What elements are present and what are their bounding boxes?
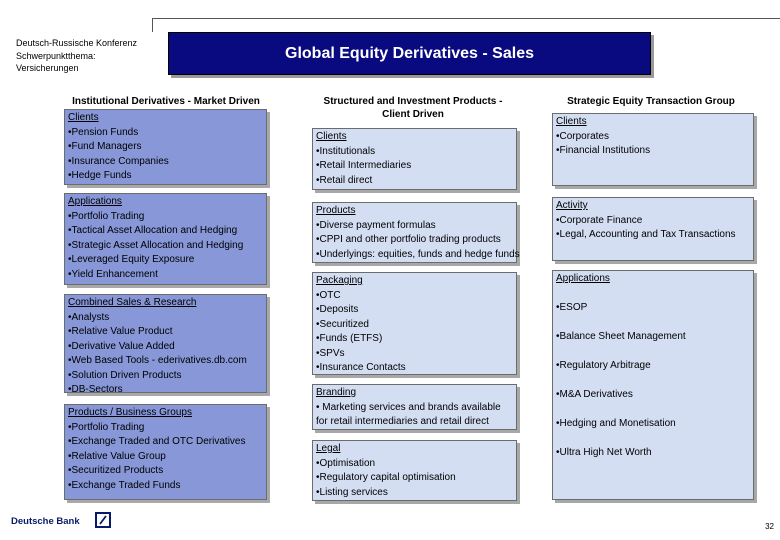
list-item: •Hedging and Monetisation bbox=[556, 418, 676, 429]
box-heading: Packaging bbox=[316, 275, 363, 286]
list-item: •Securitized Products bbox=[68, 465, 164, 476]
frame-line bbox=[152, 18, 153, 32]
list-item: for retail intermediaries and retail direct bbox=[316, 416, 489, 427]
list-item: • Marketing services and brands available bbox=[316, 401, 501, 413]
list-item: •Insurance Contacts bbox=[316, 362, 406, 373]
right-column-header: Strategic Equity Transaction Group bbox=[567, 96, 735, 107]
list-item: •Legal, Accounting and Tax Transactions bbox=[556, 229, 736, 240]
activity-box bbox=[552, 197, 754, 261]
list-item: •Strategic Asset Allocation and Hedging bbox=[68, 239, 244, 251]
list-item: •Insurance Companies bbox=[68, 155, 169, 167]
list-item: •Hedge Funds bbox=[68, 170, 132, 181]
middle-column-header bbox=[300, 95, 526, 121]
packaging-box bbox=[312, 272, 517, 375]
box-heading: Clients bbox=[68, 112, 99, 123]
list-item: •Analysts bbox=[68, 311, 110, 323]
frame-line bbox=[152, 18, 780, 19]
list-item: •Securitized bbox=[316, 318, 369, 330]
list-item: •Exchange Traded and OTC Derivatives bbox=[68, 436, 246, 447]
box-heading: Activity bbox=[556, 200, 588, 211]
box-heading: Products / Business Groups bbox=[68, 407, 192, 418]
box-heading: Branding bbox=[316, 387, 357, 398]
list-item: •Relative Value Group bbox=[68, 450, 166, 462]
list-item: •Leveraged Equity Exposure bbox=[68, 254, 195, 265]
conference-line: Deutsch-Russische Konferenz bbox=[16, 38, 138, 48]
list-item: •Tactical Asset Allocation and Hedging bbox=[68, 225, 238, 236]
box-heading: Legal bbox=[316, 443, 341, 454]
list-item: •Financial Institutions bbox=[556, 145, 651, 156]
conference-line: Schwerpunktthema: bbox=[16, 50, 96, 61]
list-item: •Portfolio Trading bbox=[68, 210, 145, 222]
page-title: Global Equity Derivatives - Sales bbox=[168, 32, 651, 75]
header-line: Structured and Investment Products - bbox=[323, 96, 503, 107]
conference-line: Versicherungen bbox=[16, 63, 79, 73]
list-item: •Listing services bbox=[316, 486, 388, 498]
combined-sales-research-box bbox=[64, 294, 267, 393]
list-item: •Ultra High Net Worth bbox=[556, 447, 652, 458]
list-item: •Retail direct bbox=[316, 174, 373, 186]
list-item: •Yield Enhancement bbox=[68, 268, 158, 280]
list-item: •CPPI and other portfolio trading products bbox=[316, 234, 501, 245]
header-line: Client Driven bbox=[382, 109, 444, 120]
list-item: •SPVs bbox=[316, 347, 345, 359]
list-item: •Optimisation bbox=[316, 457, 376, 469]
deutsche-bank-logo-text: Deutsche Bank bbox=[11, 516, 80, 527]
deutsche-bank-slash-logo-icon bbox=[95, 512, 111, 528]
list-item: •Regulatory Arbitrage bbox=[556, 360, 651, 371]
list-item: •Underlyings: equities, funds and hedge funds bbox=[316, 248, 520, 260]
clients-box bbox=[312, 128, 517, 190]
list-item: •Regulatory capital optimisation bbox=[316, 472, 456, 483]
list-item: •Corporate Finance bbox=[556, 214, 643, 226]
box-heading: Applications bbox=[556, 273, 610, 284]
clients-box bbox=[552, 113, 754, 186]
box-heading: Clients bbox=[556, 116, 587, 127]
applications-box bbox=[552, 270, 754, 500]
box-heading: Applications bbox=[68, 196, 122, 207]
list-item: •Deposits bbox=[316, 304, 359, 315]
branding-box bbox=[312, 384, 517, 430]
list-item: •Funds (ETFS) bbox=[316, 333, 383, 344]
list-item: •Retail Intermediaries bbox=[316, 160, 412, 171]
list-item: •Solution Driven Products bbox=[68, 369, 182, 381]
list-item: •Derivative Value Added bbox=[68, 340, 175, 352]
clients-box bbox=[64, 109, 267, 185]
legal-box bbox=[312, 440, 517, 501]
box-heading: Products bbox=[316, 205, 356, 216]
box-heading: Clients bbox=[316, 131, 347, 142]
left-column-header: Institutional Derivatives - Market Driven bbox=[72, 96, 260, 107]
applications-box bbox=[64, 193, 267, 285]
list-item: •ESOP bbox=[556, 302, 588, 313]
list-item: •Exchange Traded Funds bbox=[68, 479, 181, 491]
products-business-groups-box bbox=[64, 404, 267, 500]
page-number: 32 bbox=[765, 522, 774, 531]
box-heading: Combined Sales & Research bbox=[68, 297, 197, 308]
list-item: •M&A Derivatives bbox=[556, 389, 633, 400]
list-item: •Balance Sheet Management bbox=[556, 331, 686, 342]
conference-label bbox=[16, 37, 137, 75]
list-item: •Portfolio Trading bbox=[68, 421, 145, 433]
list-item: •Institutionals bbox=[316, 145, 376, 157]
list-item: •Pension Funds bbox=[68, 126, 139, 138]
list-item: •Relative Value Product bbox=[68, 326, 173, 337]
list-item: •DB-Sectors bbox=[68, 384, 123, 395]
list-item: •Corporates bbox=[556, 130, 609, 142]
list-item: •Fund Managers bbox=[68, 141, 142, 152]
list-item: •OTC bbox=[316, 289, 341, 301]
list-item: •Diverse payment formulas bbox=[316, 219, 436, 231]
list-item: •Web Based Tools - ederivatives.db.com bbox=[68, 355, 247, 366]
products-box bbox=[312, 202, 520, 263]
